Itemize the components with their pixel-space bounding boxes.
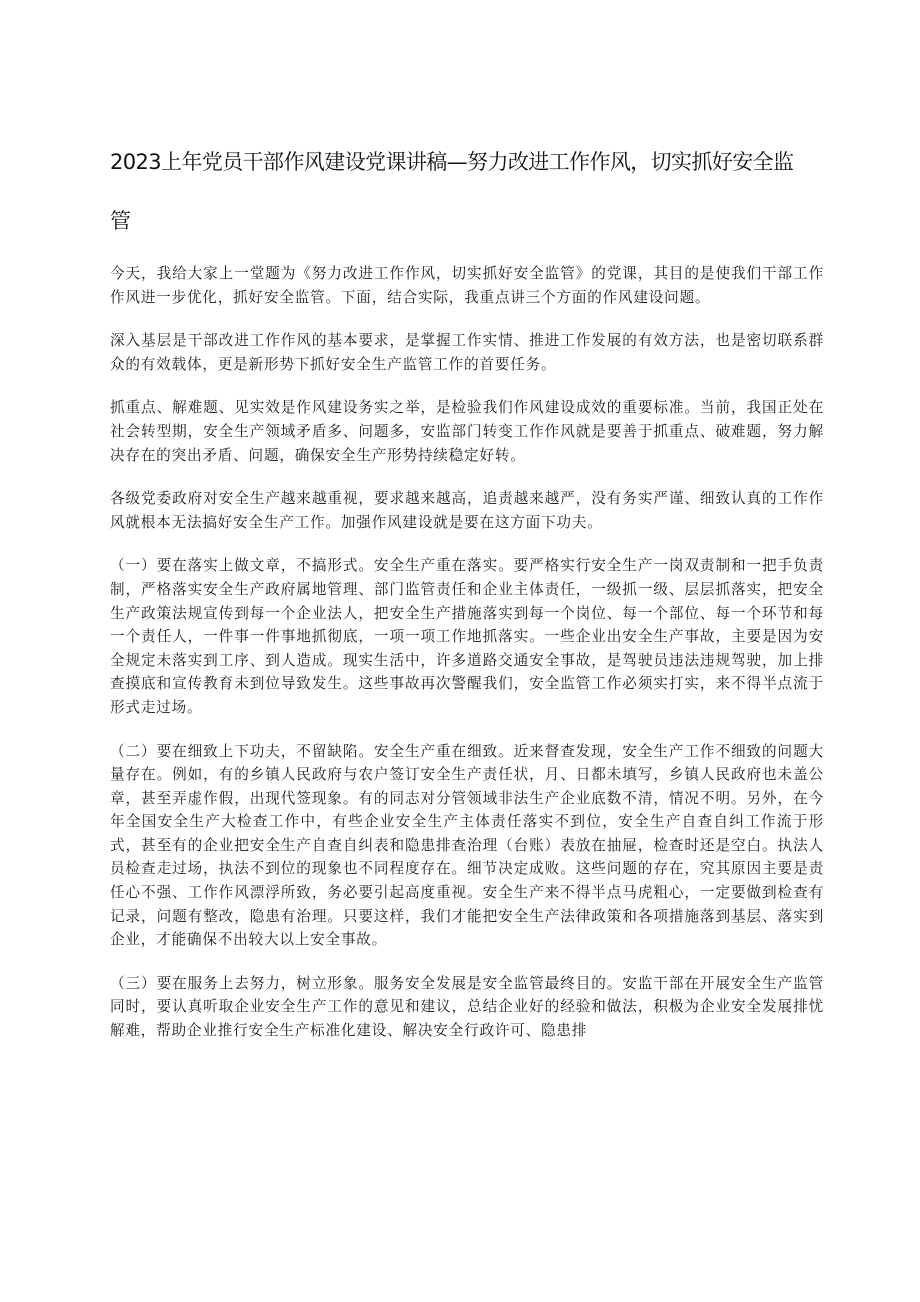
paragraph-intro: 今天，我给大家上一堂题为《努力改进工作作风，切实抓好安全监管》的党课，其目的是使我们干部工作作风进一步优化，抓好安全监管。下面，结合实际，我重点讲三个方面的作风建设问题。: [110, 265, 824, 306]
paragraph-section-3: （三）要在服务上去努力，树立形象。服务安全发展是安全监管最终目的。安监干部在开展安全生产监管同时，要认真听取企业安全生产工作的意见和建议，总结企业好的经验和做法，积极为企业安全发展排忧解难，帮助企业推行安全生产标准化建设、解决安全行政许可、隐患排: [110, 974, 824, 1040]
document-title: 2023上年党员干部作风建设党课讲稿—努力改进工作作风，切实抓好安全监管: [110, 150, 794, 233]
paragraph-section-2: （二）要在细致上下功夫，不留缺陷。安全生产重在细致。近来督查发现，安全生产工作不细致的问题大量存在。例如，有的乡镇人民政府与农户签订安全生产责任状，月、日都未填写，乡镇人民政府也未盖公章，甚至弄虚作假，出现代签现象。有的同志对分管领域非法生产企业底数不清，情况不明。另外，在今年全国安全生产大检查工作中，有些企业安全生产主体责任落实不到位，安全生产自查自纠工作流于形式，甚至有的企业把安全生产自查自纠表和隐患排查治理（台账）表放在抽屉，检查时还是空白。执法人员检查走过场，执法不到位的现象也不同程度存在。细节决定成败。这些问题的存在，究其原因主要是责任心不强、工作作风漂浮所致，务必要引起高度重视。安全生产来不得半点马虎粗心，一定要做到检查有记录，问题有整改，隐患有治理。只要这样，我们才能把安全生产法律政策和各项措施落到基层、落实到企业，才能确保不出较大以上安全事故。: [110, 742, 824, 949]
paragraph-grassroots: 深入基层是干部改进工作作风的基本要求，是掌握工作实情、推进工作发展的有效方法，也是密切联系群众的有效载体，更是新形势下抓好安全生产监管工作的首要任务。: [110, 332, 824, 373]
paragraph-government-attention: 各级党委政府对安全生产越来越重视，要求越来越高，追责越来越严，没有务实严谨、细致认真的工作作风就根本无法搞好安全生产工作。加强作风建设就是要在这方面下功夫。: [110, 490, 824, 531]
paragraph-section-1: （一）要在落实上做文章，不搞形式。安全生产重在落实。要严格实行安全生产一岗双责制和一把手负责制，严格落实安全生产政府属地管理、部门监管责任和企业主体责任，一级抓一级、层层抓落实，把安全生产政策法规宣传到每一个企业法人，把安全生产措施落实到每一个岗位、每一个部位、每一个环节和每一个责任人，一件事一件事地抓彻底，一项一项工作地抓落实。一些企业出安全生产事故，主要是因为安全规定未落实到工序、到人造成。现实生活中，许多道路交通安全事故，是驾驶员违法违规驾驶，加上排查摸底和宣传教育未到位导致发生。这些事故再次警醒我们，安全监管工作必须实打实，来不得半点流于形式走过场。: [110, 557, 824, 716]
paragraph-key-points: 抓重点、解难题、见实效是作风建设务实之举，是检验我们作风建设成效的重要标准。当前，我国正处在社会转型期，安全生产领域矛盾多、问题多，安监部门转变工作作风就是要善于抓重点、破难题，努力解决存在的突出矛盾、问题，确保安全生产形势持续稳定好转。: [110, 399, 824, 464]
document-body: [110, 262, 824, 1063]
